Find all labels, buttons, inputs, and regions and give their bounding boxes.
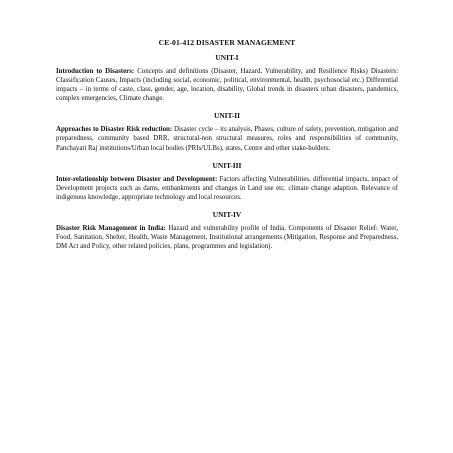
unit-3-body [56,175,398,202]
unit-1-body [56,67,398,103]
unit-1-text: Concepts and definitions (Disaster, Hazard, Vulnerability, and Resilience Risks) Disasters: Classification Causes, Impacts (including social, economic, political, environmental, health, psychosocial etc.) Differential impacts – in terms of caste, class, gender, age, location, disability, Global trends in disasters urban disasters, pandemics, complex emergencies, Climate change. [56,68,398,103]
unit-4-heading: UNIT-IV [212,209,242,219]
unit-1-lead: Introduction to Disasters: [56,68,135,75]
unit-3-section [56,161,398,202]
unit-3-heading: UNIT-III [212,160,242,170]
unit-1-heading: UNIT-I [215,53,239,62]
unit-4-text: Hazard and vulnerability profile of India, Components of Disaster Relief: Water, Food, Sanitation, Shelter, Health, Waste Management, Institutional arrangements (Mitigation, Response and Preparedness, DM Act and Policy, other related policies, plans, programmes and legislation). [56,224,398,251]
unit-4-lead: Disaster Risk Management in India: [56,224,166,232]
unit-2-text: Disaster cycle – its analysis, Phases, culture of safety, prevention, mitigation and preparedness, community based DRR, structural-non structural measures, roles and responsibilities of community, Panchayati Raj institutions/Urban local bodies (PRIs/ULBs), states, Centre and other stake-holders. [56,126,398,152]
document-title: CE-01-412 DISASTER MANAGEMENT [158,38,296,47]
document-page [56,38,398,259]
unit-2-heading: UNIT-II [213,111,240,121]
unit-2-section [56,111,398,152]
unit-3-lead: Inter-relationship between Disaster and Development: [56,175,218,183]
unit-2-body [56,125,398,152]
unit-4-body [56,224,398,251]
unit-1-section [56,53,398,103]
unit-3-text: Factors affecting Vulnerabilities, differential impacts, impact of Development projects such as dams, embankments and changes in Land use etc. climate change adaption. Relevance of indigenous knowledge, appropriate technology and local resources. [56,175,398,201]
unit-4-section [56,210,398,251]
unit-2-lead: Approaches to Disaster Risk reduction: [56,126,173,134]
